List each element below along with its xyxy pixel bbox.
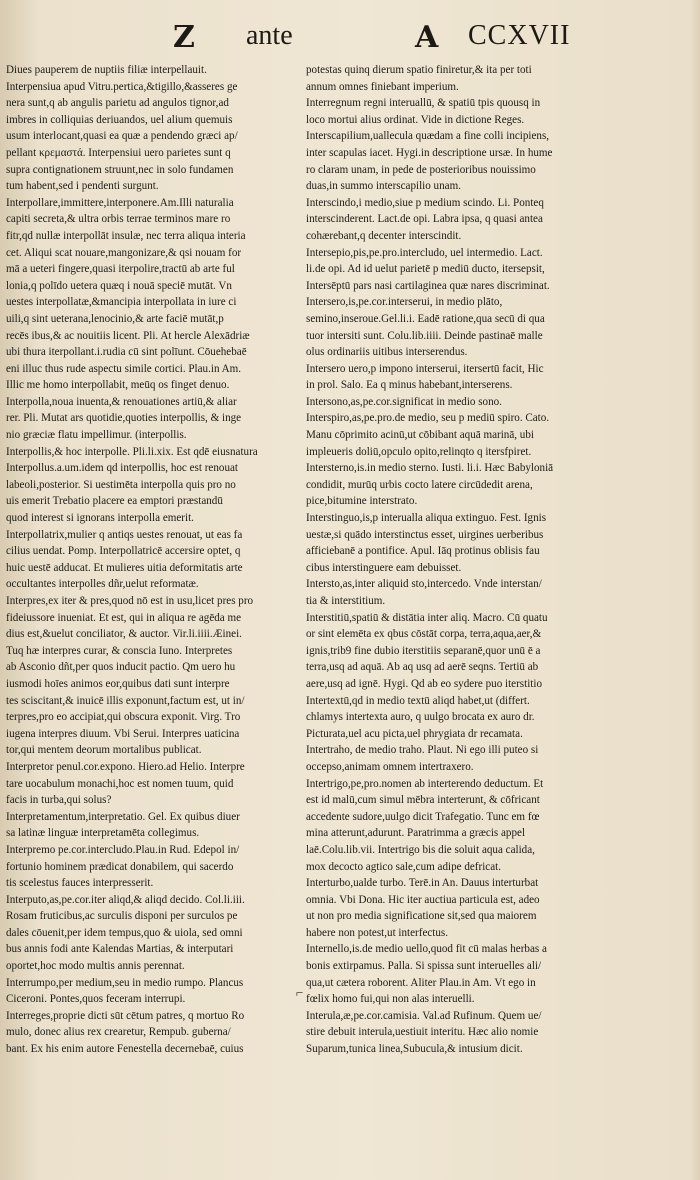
text-line: Intertextū,qd in medio textū aliqd habet,ut (differt. (306, 694, 530, 707)
text-line: pice,bitumine interstrato. (306, 495, 418, 508)
text-line: tare uocabulum monachi,hoc est nomen tuum, quid (6, 777, 234, 790)
text-line: Interspiro,as,pe.pro.de medio, seu p mediū spiro. Cato. (306, 412, 550, 425)
text-line: Interreges,proprie dicti sūt cētum patres, q mortuo Ro (6, 1009, 245, 1022)
text-line: or sint elemēta ex qbus cōstāt corpa, terra,aqua,aer,& (306, 628, 542, 641)
text-line: Interpremo pe.cor.intercludo.Plau.in Rud. Edepol in/ (6, 843, 240, 856)
text-line: bonis extirpamus. Palla. Si spissa sunt interuelles ali/ (306, 960, 542, 973)
text-line: chlamys intertexta auro, q uulgo brocata ex auro dr. (306, 711, 535, 724)
right-column (306, 62, 624, 1058)
text-line: est id malū,cum simul mēbra interterunt, & cōfricant (306, 794, 540, 807)
text-line: Interscapilium,uallecula quædam a fine colli incipiens, (306, 130, 550, 143)
text-line: pellant κρεμαστά. Interpensiui uero parietes sunt q (6, 146, 231, 159)
text-line: Interturbo,ualde turbo. Terē.in An. Dauus interturbat (306, 877, 539, 890)
text-line: tia & interstitium. (306, 595, 386, 607)
text-line: accedente sudore,uulgo dicit Trafegatio. Tunc em fœ (306, 810, 540, 823)
text-line: usum interlocant,quasi ea quæ a pendendo græci ap/ (6, 130, 238, 143)
text-line: supra contignationem struunt,nec in solo fundamen (6, 163, 234, 176)
text-line: li.de opi. Ad id uelut parietē p mediū ducto, itersepsit, (306, 263, 545, 276)
text-line: Rosam fruticibus,ac surculis disponi per surculos pe (6, 910, 238, 923)
text-line: facis in turba,qui solus? (6, 794, 112, 807)
running-header (0, 18, 700, 58)
text-line: cet. Aliqui scat nouare,mangonizare,& qsi nouam for (6, 246, 242, 259)
text-line: uestæ,si quādo interstinctus esset, uirgines uerberibus (306, 528, 544, 541)
text-line: Picturata,uel acu picta,uel phrygiata dr recamata. (306, 727, 523, 740)
text-line: fœlix homo fui,qui non alas interuelli. (306, 993, 475, 1006)
text-line: Intersēptū pars nasi cartilaginea quæ nares discriminat. (306, 279, 550, 292)
text-line: nera sunt,q ab angulis parietu ad angulos tignor,ad (6, 97, 229, 110)
text-line: Interula,æ,pe.cor.camisia. Val.ad Rufinum. Quem ue/ (306, 1009, 542, 1022)
text-line: ab Asconio dñt,per quos inducit pactio. Qm uero hu (6, 661, 236, 674)
text-line: Tuq hæ interpres curar, & conscia Iuno. Interpretes (6, 644, 233, 657)
text-line: fortunio hominem prædicat donabilem, qui sacerdo (6, 860, 234, 873)
text-line: inter scapulas iacet. Hygi.in descriptione ursæ. In hume (306, 146, 553, 159)
text-line: in prol. Salo. Ea q minus habebant,interserens. (306, 379, 513, 392)
text-line: lonia,q polīdo uetera quæq i nouā speciē mutāt. Vn (6, 279, 232, 292)
text-line: iusmodi hoīes animos eor,quibus dati sunt interpre (6, 677, 230, 690)
text-line: Intersero uero,p impono interserui, itersertū facit, Hic (306, 362, 544, 375)
header-word: ante (246, 20, 293, 51)
text-line: Interstitiū,spatiū & distātia inter aliq. Macro. Cū quatu (306, 611, 548, 624)
text-line: stire debuit interula,uestiuit interitu. Hæc alio nomie (306, 1026, 539, 1039)
text-line: loco mortui alius ordinat. Vide in dictione Reges. (306, 113, 525, 126)
left-column (6, 62, 298, 1058)
text-line: aere,usq ad ignē. Hygi. Qd ab eo sydere puo iterstitio (306, 677, 542, 690)
text-line: tum habent,sed i pendenti surgunt. (6, 180, 159, 193)
text-line: ubi thura iterpollant.i.rudia cū sint polīunt. Cōuehebaē (6, 346, 247, 359)
text-line: oportet,hoc modo multis annis perennat. (6, 960, 185, 973)
text-line: ut non pro media significatione sit,sed qua maiorem (306, 910, 537, 923)
text-line: Interpolla,noua inuenta,& renouationes artiū,& aliar (6, 395, 237, 408)
text-line: dales cōuenit,per idem tempus,quo & uiola, sed omni (6, 926, 243, 939)
text-line: Intersono,as,pe.cor.significat in medio sono. (306, 395, 502, 408)
signature-mark: Z (173, 20, 195, 55)
text-line: afficiebanē a pontifice. Apul. Iāq protinus oblisis fau (306, 545, 540, 558)
text-line: bant. Ex his enim autore Fenestella decernebaē, cuius (6, 1043, 244, 1056)
text-line: Manu cōprimito acinū,ut cōbibant aquā marinā, ubi (306, 429, 534, 442)
text-line: Interregnum regni interuallū, & spatiū tpis quousq in (306, 97, 541, 110)
text-line: Interpretor penul.cor.expono. Hiero.ad Helio. Interpre (6, 760, 245, 773)
text-line: ignis,trib9 fine dubio iterstitiis separanē,quor unū ē a (306, 644, 541, 657)
text-line: Interpollus.a.um.idem qd interpollis, hoc est renouat (6, 462, 238, 475)
folio-number: CCXVII (468, 20, 571, 51)
text-line: dius est,&uelut conciliator, & auctor. Vir.li.iiii.Æinei. (6, 628, 242, 641)
text-line: Interpollis,& hoc interpolle. Pli.li.xix. Est qdē eiusnatura (6, 445, 258, 458)
text-line: uili,q sint ueterana,lenocinio,& arte faciē mutāt,p (6, 312, 224, 325)
text-line: Interpretamentum,interpretatio. Gel. Ex quibus diuer (6, 810, 240, 823)
text-line: sa latinæ linguæ interpretamēta collegimus. (6, 827, 200, 840)
text-line: Interpres,ex iter & pres,quod nō est in usu,licet pres pro (6, 595, 254, 607)
text-line: nio græciæ flatu impellimur. (interpollis. (6, 429, 187, 442)
text-line: fideiussore inueniat. Et est, qui in aliqua re agēda me (6, 611, 242, 624)
text-line: Interstinguo,is,p interualla aliqua extinguo. Fest. Ignis (306, 512, 547, 525)
text-line: cilius uendat. Pomp. Interpollatricē accersire optet, q (6, 545, 241, 558)
text-line: laē.Colu.lib.vii. Intertrigo bis die soluit aqua calida, (306, 843, 535, 856)
text-line: interscinderent. Lact.de opi. Labra ipsa, q quasi antea (306, 213, 543, 226)
text-line: Interscindo,i medio,siue p medium scindo. Li. Ponteq (306, 196, 544, 209)
text-line: cibus interstinguere eam debuisset. (306, 561, 462, 574)
text-line: rer. Pli. Mutat ars quotidie,quoties interpollis, & inge (6, 412, 242, 425)
text-line: annum omnes finiebant imperium. (306, 80, 459, 93)
text-line: mox decocto agtico sale,cum adipe defricat. (306, 860, 501, 873)
text-line: Diues pauperem de nuptiis filiæ interpellauit. (6, 64, 207, 76)
text-line: huic uestē adducat. Et mulieres uitia deformitatis arte (6, 561, 243, 574)
text-line: bus annis fodi ante Kalendas Martias, & interputari (6, 943, 234, 956)
text-line: occepso,animam omnem intertraxero. (306, 760, 474, 773)
text-line: Intertraho, de medio traho. Plaut. Ni ego illi puteo si (306, 744, 539, 757)
margin-mark: ⌐ (296, 985, 304, 1000)
text-line: habere non potest,ut interfectus. (306, 926, 449, 939)
text-line: tes sciscitant,& inuicē illis exponunt,factum est, ut in/ (6, 694, 245, 707)
text-line: olus ordinariis uitibus interserendus. (306, 346, 468, 359)
text-line: imbres in colliquias deriuandos, uel alium quemuis (6, 113, 233, 126)
text-line: tuor intersiti sunt. Colu.lib.iiii. Deinde pastinaē malle (306, 329, 543, 342)
text-line: semino,inseroue.Gel.li.i. Eadē ratione,qua secū di qua (306, 312, 545, 325)
text-line: Interputo,as,pe.cor.iter aliqd,& aliqd decido. Col.li.iii. (6, 893, 245, 906)
text-line: duas,in summo interscapilio unam. (306, 180, 461, 193)
text-line: fitr,qd nullæ interpollāt insulæ, nec terra aliqua interia (6, 229, 246, 242)
text-line: quod interest si ignorans interpolla emerit. (6, 512, 194, 525)
text-line: Internello,is.de medio uello,quod fit cū malas herbas a (306, 943, 547, 956)
text-line: Interpollatrix,mulier q antiqs uestes renouat, ut eas fa (6, 528, 243, 541)
text-line: cohærebant,q decenter interscindit. (306, 229, 462, 242)
text-line: occultantes interpolles dñr,uelut reformatæ. (6, 578, 199, 591)
text-line: Illic me homo interpollabit, meūq os finget denuo. (6, 379, 230, 392)
text-line: uestes interpollatæ,&mancipia interpollata in iure ci (6, 296, 237, 309)
text-line: uis emerit Trebatio placere ea emptori præstandū (6, 495, 223, 508)
text-line: tis scelestus fauces interpresserit. (6, 877, 154, 890)
text-line: Ciceroni. Pontes,quos feceram interrupi. (6, 993, 186, 1006)
text-line: labeoli,posterior. Si uestimēta interpolla quis pro no (6, 478, 236, 491)
text-line: condidit, murūq urbis cocto latere circūdedit arena, (306, 478, 533, 491)
text-line: Interpensiua apud Vitru.pertica,&tigillo,&asseres ge (6, 80, 238, 93)
text-line: Suparum,tunica linea,Subucula,& intusium dicit. (306, 1043, 523, 1056)
text-line: Interpollare,immittere,interponere.Am.Illi naturalia (6, 196, 234, 209)
text-line: tor,qui mentem deorum mortalibus publicat. (6, 744, 202, 757)
text-line: capiti secreta,& ultra orbis terrae terminos mare ro (6, 213, 231, 226)
text-line: Intersterno,is.in medio sterno. Iusti. li.i. Hæc Babyloniā (306, 462, 554, 475)
text-line: impleueris doliū,opculo opito,relinqto q itersfpiret. (306, 445, 532, 458)
text-line: omnia. Vbi Dona. Hic iter auctiua particula est, adeo (306, 893, 540, 906)
text-line: Intertrigo,pe,pro.nomen ab interterendo deductum. Et (306, 777, 544, 790)
text-line: mulo, donec alius rex crearetur, Rempub. guberna/ (6, 1026, 231, 1039)
text-line: Intersero,is,pe.cor.interserui, in medio plāto, (306, 296, 503, 309)
text-line: eni illuc thus rude aspectu simile cortici. Plau.in Am. (6, 362, 242, 375)
text-line: Interrumpo,per medium,seu in medio rumpo. Plancus (6, 976, 244, 989)
text-line: recēs ibus,& ac nouitiis licent. Pli. At hercle Alexādriæ (6, 329, 250, 342)
text-line: mā a ueteri fingere,quasi iterpolire,tractū ab arte ful (6, 263, 235, 276)
text-line: qua,ut cætera roborent. Aliter Plau.in Am. Vt ego in (306, 976, 536, 989)
text-line: mina atterunt,adurunt. Paratrimma a græcis appel (306, 827, 526, 840)
text-line: terpres,pro eo accipiat,qui obscura exponit. Virg. Tro (6, 711, 241, 724)
text-line: ro claram unam, in pede de posterioribus nouissimo (306, 163, 536, 176)
text-line: potestas quinq dierum spatio finiretur,& ita per toti (306, 64, 532, 76)
text-line: Intersto,as,inter aliquid sto,intercedo. Vnde interstan/ (306, 578, 542, 591)
header-letter: A (415, 20, 439, 55)
text-line: iugena interpres diuum. Vbi Serui. Interpres uaticina (6, 727, 240, 740)
text-line: Intersepio,pis,pe.pro.intercludo, uel intermedio. Lact. (306, 246, 543, 259)
text-line: terra,usq ad aquā. Ab aq usq ad aerē seqns. Tertiū ab (306, 661, 539, 674)
